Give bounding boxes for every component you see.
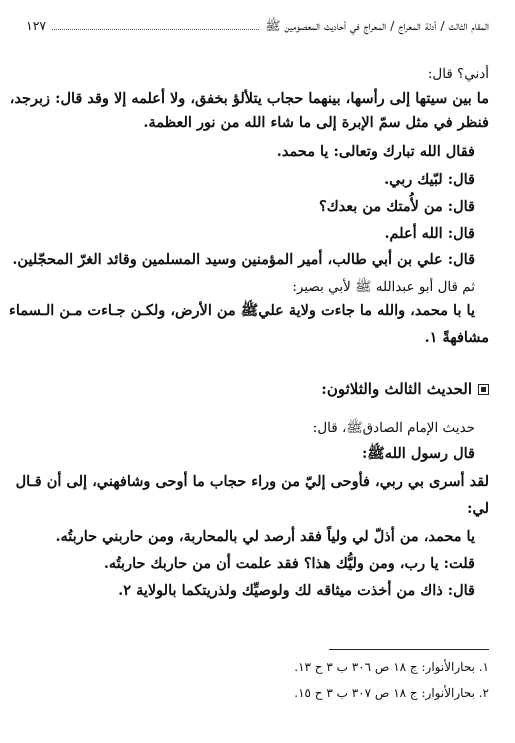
text-line: أدني؟ قال: — [427, 66, 489, 82]
text-line: فقال الله تبارك وتعالى: يا محمد. — [276, 143, 475, 160]
text-line: قال: من لأُمتك من بعدك؟ — [319, 198, 475, 215]
text-line: قال: علي بن أبي طالب، أمير المؤمنين وسيد المسلمين وقائد الغرّ المحجّلين. — [12, 251, 475, 268]
text-line: قال: ذاك من أخذت ميثاقه لك ولوصيِّك ولذريتكما بالولاية ٢. — [118, 582, 475, 599]
text-line: قال: الله أعلم. — [384, 225, 475, 242]
text-line: مشافهةً ١. — [424, 329, 489, 346]
section-heading — [30, 380, 489, 398]
text-line: قال: لبّيك ربي. — [384, 171, 475, 188]
page-number: ١٢٧ — [26, 18, 47, 33]
footnote: ٢. بحارالأنوار: ج ١٨ ص ٣٠٧ ب ٣ ح ١٥. — [294, 686, 489, 700]
text-line: حديث الإمام الصادقﷺ، قال: — [312, 420, 475, 436]
footnote: ١. بحارالأنوار: ج ١٨ ص ٣٠٦ ب ٣ ح ١٣. — [294, 660, 489, 674]
text-line: لي: — [467, 500, 489, 517]
footnote-separator — [329, 649, 489, 650]
text-line: فنظر في مثل سمّ الإبرة إلى ما شاء الله من نور العظمة. — [143, 114, 489, 131]
text-line: قال رسول اللهﷺ: — [361, 445, 475, 462]
header-leader-dots — [52, 19, 259, 30]
text-line: ثم قال أبو عبدالله ﷺ لأبي بصير: — [292, 279, 475, 295]
text-line: يا با محمد، والله ما جاءت ولاية عليﷺ من الأرض، ولكـن جـاءت مـن الـسماء — [9, 302, 475, 319]
section-title: الحديث الثالث والثلاثون: — [321, 380, 472, 398]
text-line: لقد أسرى بي ربي، فأوحى إليّ من وراء حجاب ما أوحى وشافهني، إلى أن قـال — [15, 473, 489, 490]
running-title: المقام الثالث / أدلة المعراج / المعراج في أحاديث المعصومين ﷺ — [265, 18, 489, 33]
text-line: ما بين سيتها إلى رأسها، بينهما حجاب يتلألؤ بخفق، ولا أعلمه إلا وقد قال: زبرجد، — [9, 90, 489, 107]
square-bullet-icon — [478, 384, 489, 395]
text-line: قلت: يا رب، ومن وليُّك هذا؟ فقد علمت أن من حاربك حاربتُه. — [103, 555, 475, 572]
page-header — [26, 18, 489, 38]
text-line: يا محمد، من أذلّ لي ولياً فقد أرصد لي بالمحاربة، ومن حاربني حاربتُه. — [55, 528, 475, 545]
